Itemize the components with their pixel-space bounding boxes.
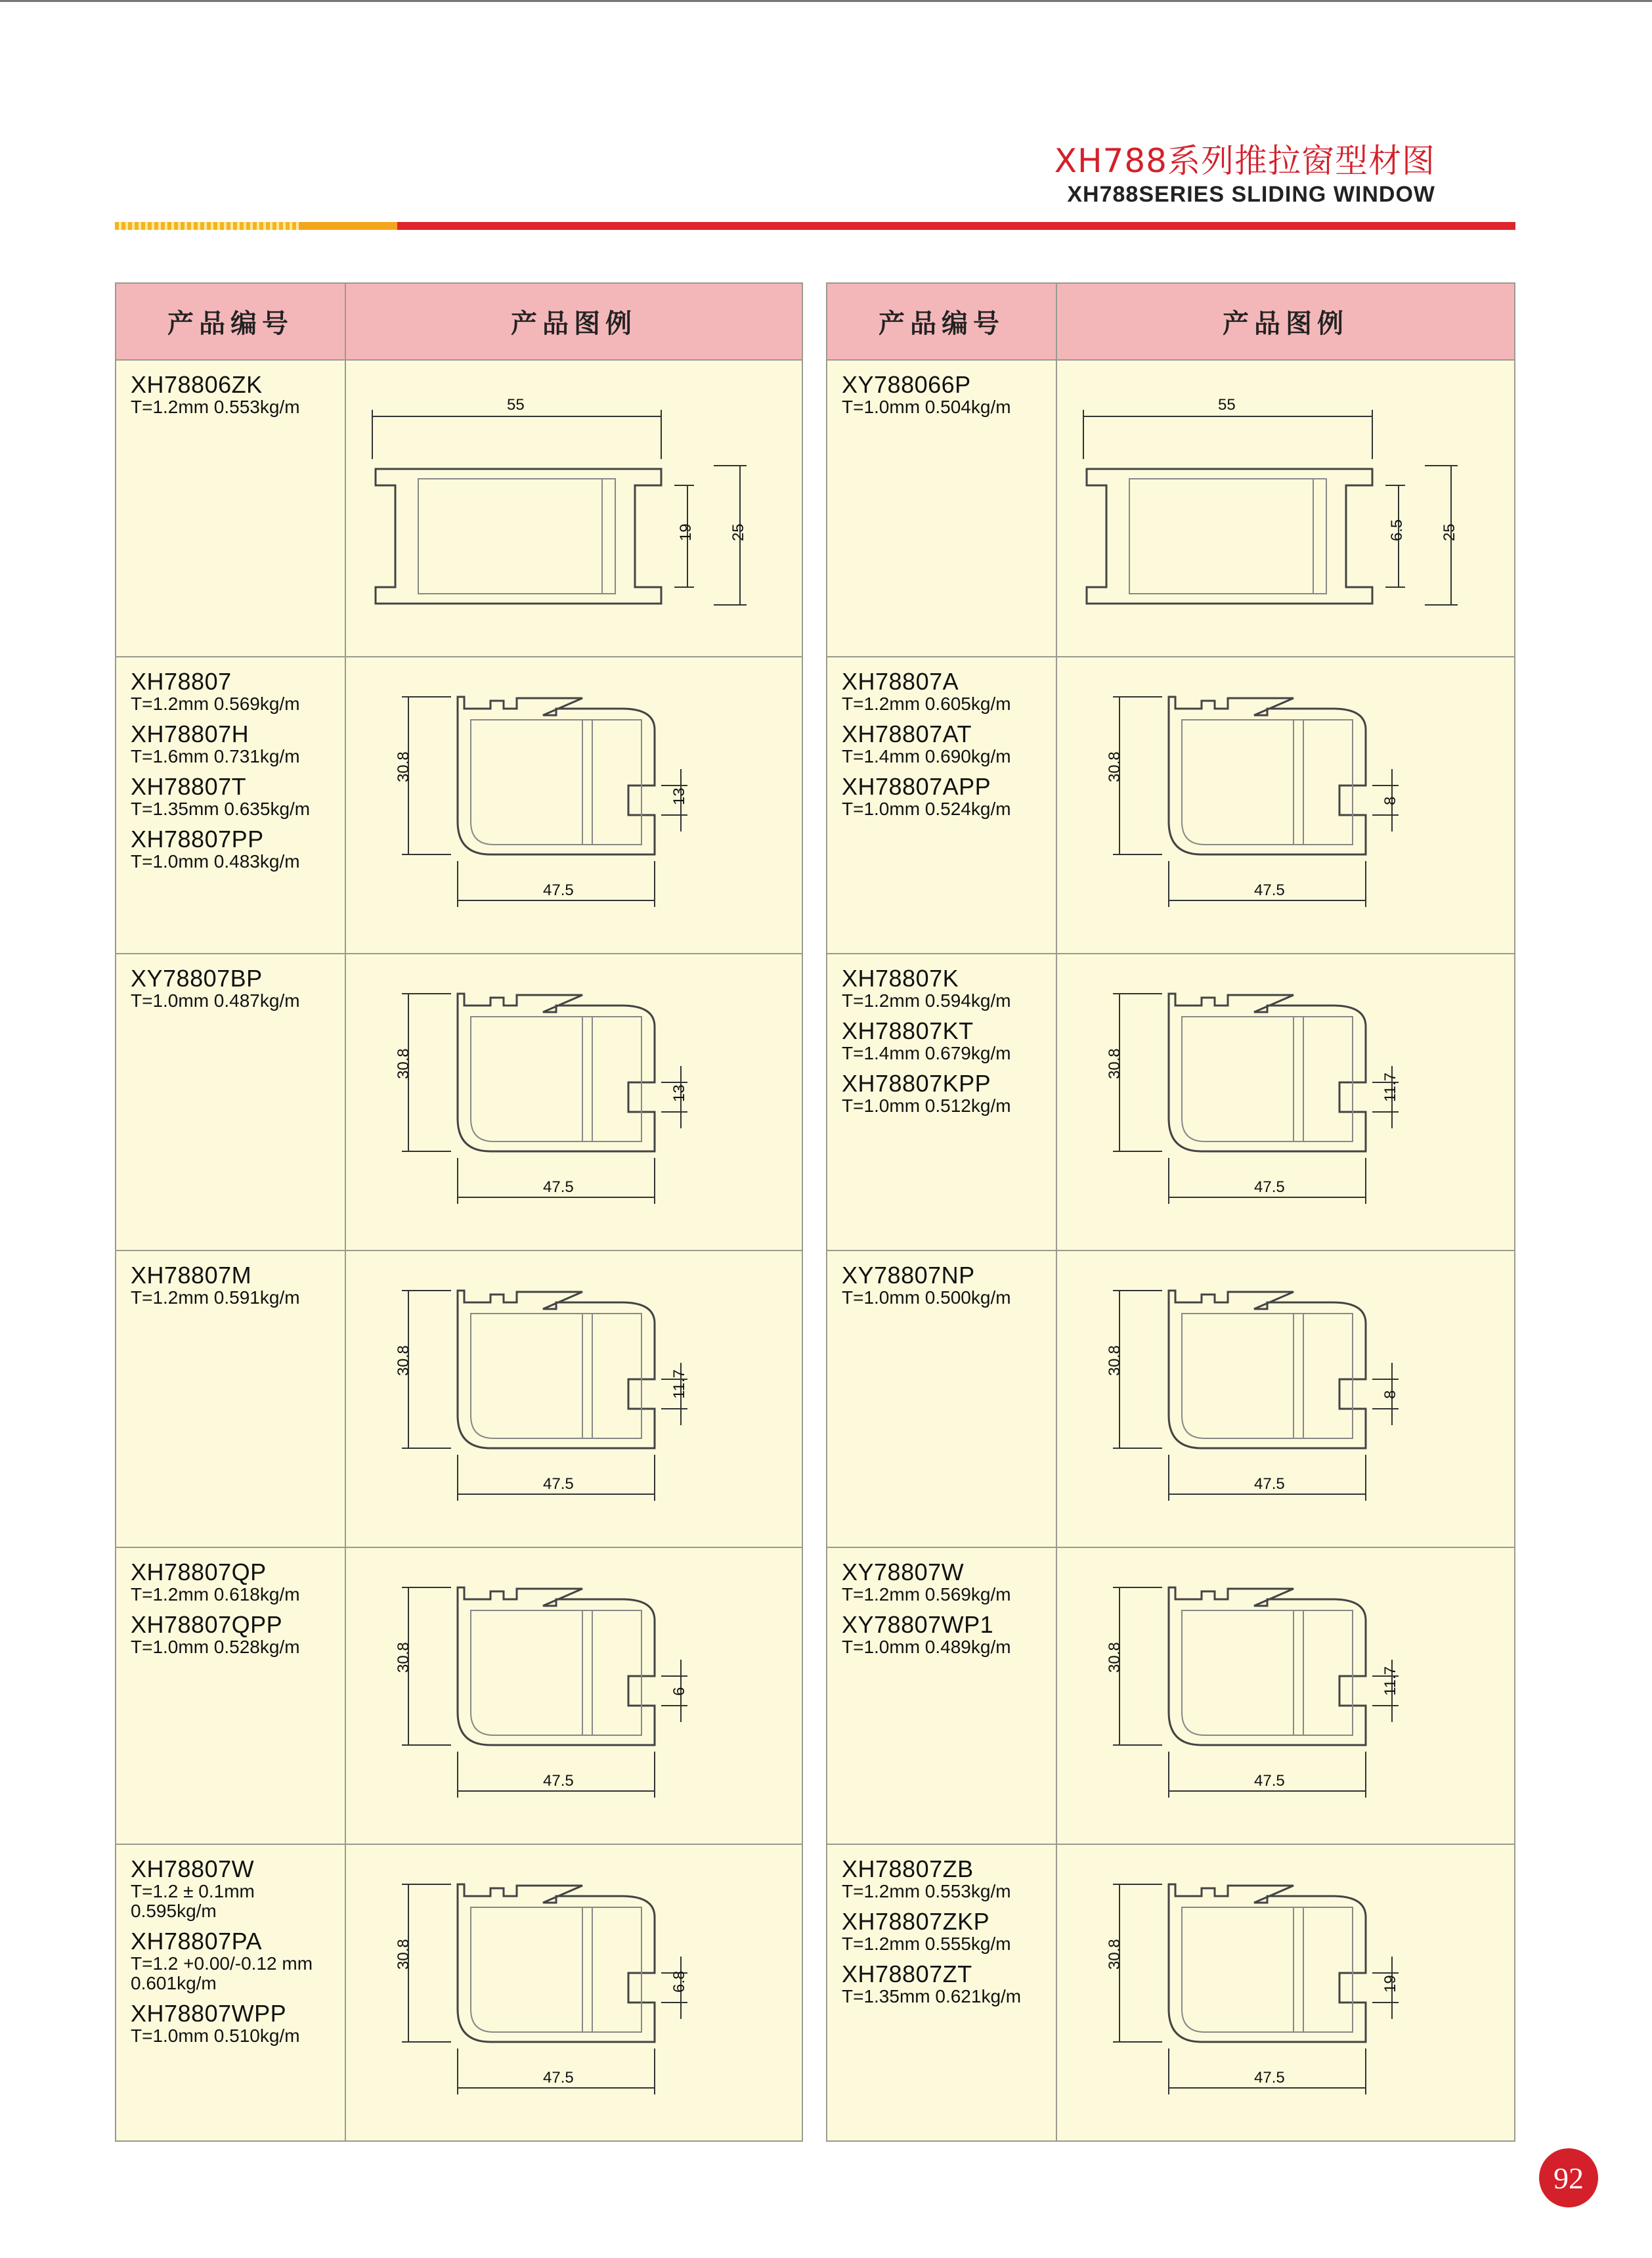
product-code: XH78807PP (131, 826, 264, 852)
product-spec: T=1.4mm 0.690kg/m (842, 746, 1011, 766)
profile-drawing (1057, 1548, 1510, 1837)
profile-drawing (1057, 657, 1510, 946)
dim-width: 47.5 (1254, 1475, 1285, 1493)
dim-slot: 6 (670, 1687, 688, 1696)
profile-row (827, 1844, 1515, 2141)
page-title-en: XH788SERIES SLIDING WINDOW (1067, 182, 1435, 207)
profile-drawing (346, 1251, 799, 1540)
product-spec: T=1.0mm 0.500kg/m (842, 1287, 1011, 1308)
dim-slot: 13 (670, 787, 688, 805)
profile-row (116, 360, 802, 657)
product-spec: T=1.2mm 0.591kg/m (131, 1287, 300, 1308)
header-rule-red (397, 222, 1515, 230)
product-spec: T=1.2mm 0.618kg/m (131, 1584, 300, 1605)
top-border-line (0, 0, 1652, 2)
dim-inner: 6.5 (1388, 519, 1406, 541)
profile-drawing (1057, 361, 1510, 650)
product-code: XH78807T (131, 773, 247, 800)
product-code: XY788066P (842, 371, 971, 398)
product-spec: T=1.0mm 0.504kg/m (842, 397, 1011, 417)
dim-width: 47.5 (543, 1178, 574, 1196)
profile-row (827, 657, 1515, 954)
profile-row (116, 657, 802, 954)
dim-slot: 11.7 (1381, 1073, 1399, 1102)
profile-row (827, 360, 1515, 657)
profile-drawing (346, 954, 799, 1243)
profile-drawing-cell (346, 1548, 802, 1837)
profile-drawing (346, 361, 799, 650)
profile-row (827, 954, 1515, 1251)
product-code: XY78807WP1 (842, 1611, 994, 1638)
product-codes (116, 1548, 345, 1657)
product-spec: T=1.2mm 0.569kg/m (842, 1584, 1011, 1605)
product-code: XH78807 (131, 668, 232, 695)
product-spec: T=1.2mm 0.553kg/m (842, 1881, 1011, 1901)
dim-height: 30.8 (395, 1048, 412, 1079)
profile-row (116, 1251, 802, 1547)
dim-slot: 19 (1381, 1975, 1399, 1993)
product-spec: T=1.0mm 0.510kg/m (131, 2026, 300, 2046)
product-spec: T=1.2 +0.00/-0.12 mm 0.601kg/m (131, 1953, 313, 1993)
dim-width: 47.5 (543, 1475, 574, 1493)
dim-width: 47.5 (1254, 2069, 1285, 2087)
dim-height: 30.8 (395, 1939, 412, 1970)
profile-table-right (826, 282, 1515, 2142)
dim-width: 55 (507, 396, 525, 414)
dim-width: 47.5 (1254, 1772, 1285, 1790)
dim-height: 30.8 (395, 1642, 412, 1673)
dim-height: 25 (1441, 523, 1458, 541)
dim-width: 55 (1218, 396, 1236, 414)
profile-drawing (346, 1845, 799, 2134)
dim-slot: 13 (670, 1084, 688, 1102)
product-code: XH78807M (131, 1262, 252, 1289)
header-code: 产品编号 (827, 283, 1056, 360)
profile-row (827, 1251, 1515, 1547)
dim-height: 30.8 (1106, 1048, 1123, 1079)
product-code: XH78807PA (131, 1928, 262, 1955)
product-codes (827, 657, 1056, 819)
profile-row (116, 1844, 802, 2141)
product-code: XH78807QPP (131, 1611, 283, 1638)
product-code: XH78807ZKP (842, 1908, 990, 1935)
dim-width: 47.5 (543, 1772, 574, 1790)
product-codes (827, 361, 1056, 417)
profile-row (827, 1547, 1515, 1844)
product-code: XH78807APP (842, 773, 991, 800)
header-code: 产品编号 (116, 283, 345, 360)
product-code: XH78807KT (842, 1017, 974, 1044)
product-code: XY78807W (842, 1559, 965, 1585)
product-code: XY78807NP (842, 1262, 975, 1289)
dim-slot: 6.8 (670, 1970, 688, 1993)
product-spec: T=1.2mm 0.569kg/m (131, 694, 300, 714)
product-code: XH78807ZT (842, 1960, 972, 1987)
dim-inner: 19 (677, 523, 695, 541)
dim-height: 30.8 (395, 1345, 412, 1376)
dim-height: 30.8 (395, 751, 412, 782)
profile-drawing-cell (1057, 361, 1514, 650)
profile-drawing (1057, 954, 1510, 1243)
profile-drawing-cell (346, 1845, 802, 2134)
dim-height: 30.8 (1106, 1939, 1123, 1970)
dim-height: 30.8 (1106, 1345, 1123, 1376)
product-spec: T=1.0mm 0.528kg/m (131, 1637, 300, 1657)
product-spec: T=1.0mm 0.487kg/m (131, 990, 300, 1011)
dim-slot: 8 (1381, 796, 1399, 805)
product-code: XH78807A (842, 668, 959, 695)
product-spec: T=1.35mm 0.635kg/m (131, 799, 311, 819)
product-codes (827, 1548, 1056, 1657)
product-codes (827, 954, 1056, 1116)
profile-drawing (1057, 1251, 1510, 1540)
product-code: XY78807BP (131, 965, 263, 992)
profile-drawing-cell (346, 954, 802, 1243)
profile-row (116, 954, 802, 1251)
page-title-cn: XH788系列推拉窗型材图 (1054, 142, 1435, 180)
dim-height: 30.8 (1106, 1642, 1123, 1673)
product-code: XH78806ZK (131, 371, 263, 398)
product-spec: T=1.6mm 0.731kg/m (131, 746, 300, 766)
product-spec: T=1.2mm 0.594kg/m (842, 990, 1011, 1011)
product-code: XH78807W (131, 1855, 255, 1882)
profile-drawing (1057, 1845, 1510, 2134)
product-codes (827, 1845, 1056, 2006)
header-rule-orange (299, 222, 397, 230)
profile-drawing (346, 1548, 799, 1837)
header-drawing: 产品图例 (1056, 283, 1515, 360)
product-codes (116, 954, 345, 1011)
profile-drawing-cell (346, 361, 802, 650)
product-spec: T=1.35mm 0.621kg/m (842, 1986, 1022, 2006)
profile-drawing (346, 657, 799, 946)
dim-width: 47.5 (543, 2069, 574, 2087)
product-spec: T=1.2mm 0.553kg/m (131, 397, 300, 417)
profile-table-left (115, 282, 803, 2142)
product-spec: T=1.2mm 0.555kg/m (842, 1934, 1011, 1954)
product-code: XH78807H (131, 720, 250, 747)
product-codes (827, 1251, 1056, 1308)
product-spec: T=1.0mm 0.524kg/m (842, 799, 1011, 819)
product-code: XH78807QP (131, 1559, 267, 1585)
product-spec: T=1.0mm 0.483kg/m (131, 851, 300, 872)
profile-drawing-cell (346, 1251, 802, 1540)
page-number-badge: 92 (1539, 2148, 1598, 2207)
dim-width: 47.5 (1254, 881, 1285, 899)
product-spec: T=1.2mm 0.605kg/m (842, 694, 1011, 714)
product-spec: T=1.2 ± 0.1mm 0.595kg/m (131, 1881, 255, 1921)
header-drawing: 产品图例 (345, 283, 802, 360)
profile-drawing-cell (1057, 1251, 1514, 1540)
dim-slot: 11.7 (1381, 1666, 1399, 1696)
dim-slot: 11.7 (670, 1369, 688, 1399)
product-code: XH78807AT (842, 720, 972, 747)
dim-height: 30.8 (1106, 751, 1123, 782)
product-codes (116, 1845, 345, 2046)
product-spec: T=1.0mm 0.512kg/m (842, 1096, 1011, 1116)
product-code: XH78807K (842, 965, 959, 992)
product-code: XH78807WPP (131, 2000, 287, 2027)
product-codes (116, 1251, 345, 1308)
dim-width: 47.5 (543, 881, 574, 899)
product-spec: T=1.4mm 0.679kg/m (842, 1043, 1011, 1063)
profile-drawing-cell (1057, 657, 1514, 946)
dim-height: 25 (729, 523, 747, 541)
dim-width: 47.5 (1254, 1178, 1285, 1196)
dim-slot: 8 (1381, 1390, 1399, 1399)
product-spec: T=1.0mm 0.489kg/m (842, 1637, 1011, 1657)
product-code: XH78807KPP (842, 1070, 991, 1097)
profile-drawing-cell (1057, 1845, 1514, 2134)
profile-row (116, 1547, 802, 1844)
profile-drawing-cell (1057, 1548, 1514, 1837)
product-codes (116, 361, 345, 417)
profile-drawing-cell (1057, 954, 1514, 1243)
profile-drawing-cell (346, 657, 802, 946)
product-code: XH78807ZB (842, 1855, 974, 1882)
product-codes (116, 657, 345, 872)
